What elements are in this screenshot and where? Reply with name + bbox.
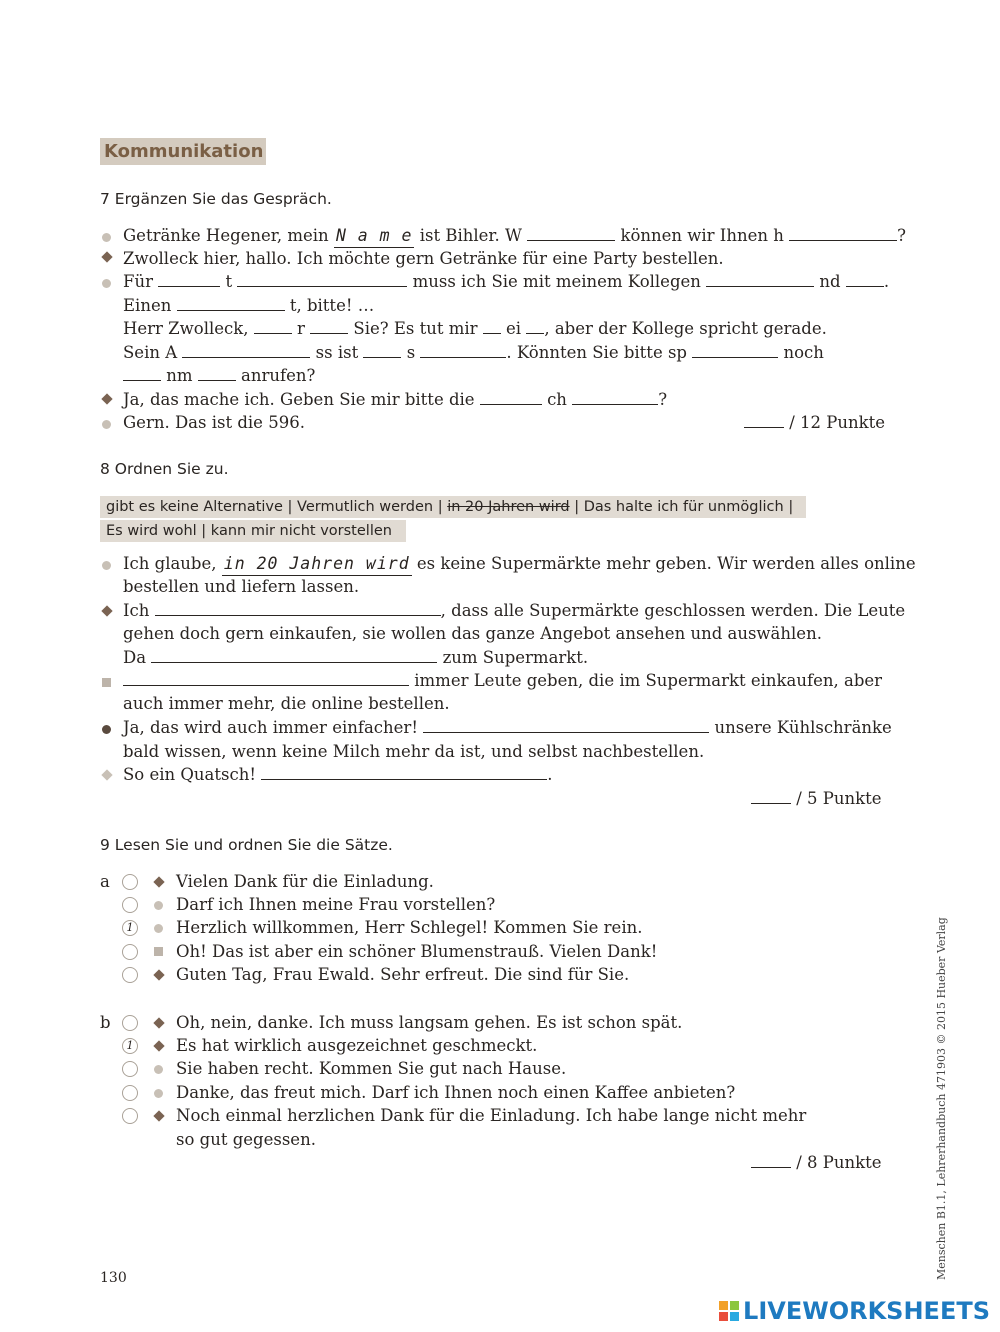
score-field[interactable] [751,1153,791,1168]
separator: | [201,523,207,539]
speaker-a-marker [154,1065,163,1074]
text: Ja, das wird auch immer einfacher! [123,718,418,737]
speaker-a-marker [102,233,111,242]
word-option[interactable]: gibt es keine Alternative [106,499,283,515]
liveworksheets-logo[interactable] [719,1296,990,1326]
sentence-a-3: Herzlich willkommen, Herr Schlegel! Kommen Sie rein. [176,918,643,937]
gap-field[interactable] [789,226,897,241]
speaker-a-marker [102,420,111,429]
copyright-note: Menschen B1.1, Lehrerhandbuch 471903 © 2015 Hueber Verlag [935,917,948,1280]
text: t [225,272,233,291]
text: Herr Zwolleck, [123,319,249,338]
text: ? [658,390,668,409]
gap-field[interactable] [123,366,161,381]
gap-field[interactable] [483,319,501,334]
gap-field[interactable] [692,343,778,358]
task8-line-5 [123,646,588,669]
sentence-a-1: Vielen Dank für die Einladung. [176,872,434,891]
text: können wir Ihnen h [620,226,784,245]
gap-field[interactable] [526,319,544,334]
gap-field[interactable] [158,272,220,287]
task8-score [751,787,882,810]
score-label: / 12 Punkte [789,413,886,432]
speaker-b-marker [101,251,112,262]
speaker-a-marker [154,1089,163,1098]
task7-line-4 [123,294,374,317]
text: Für [123,272,153,291]
order-field[interactable] [122,897,138,913]
gap-field[interactable] [254,319,292,334]
text: . [547,765,553,784]
order-field[interactable] [122,944,138,960]
speaker-a-marker [102,561,111,570]
text: Sie? Es tut mir [353,319,478,338]
text: , aber der Kollege spricht gerade. [544,319,827,338]
text: . [883,272,890,291]
speaker-b-marker [153,1110,164,1121]
task7-score [744,411,885,434]
task8-line-3 [123,599,905,622]
task-9-title: 9 Lesen Sie und ordnen Sie die Sätze. [100,836,393,854]
order-field[interactable]: 1 [122,1038,138,1054]
text: s [406,343,416,362]
sentence-b-1: Oh, nein, danke. Ich muss langsam gehen. Es ist schon spät. [176,1013,683,1032]
text: Ja, das mache ich. Geben Sie mir bitte die [123,390,475,409]
task8-line-1 [123,552,916,576]
text: ist Bihler. W [419,226,522,245]
task8-line-4: gehen doch gern einkaufen, sie wollen das ganze Angebot ansehen und auswählen. [123,624,822,643]
order-field[interactable]: 1 [122,920,138,936]
text: es keine Supermärkte mehr geben. Wir werden alles online [416,554,916,573]
text: muss ich Sie mit meinem Kollegen [412,272,701,291]
text: ch [547,390,567,409]
word-option-used: in 20 Jahren wird [447,499,570,515]
word-option[interactable]: Vermutlich werden [297,499,434,515]
text: zum Supermarkt. [442,648,589,667]
task7-line-3 [123,270,889,293]
task7-line-7 [123,364,315,387]
text: Ich glaube, [123,554,217,573]
sentence-b-3: Sie haben recht. Kommen Sie gut nach Hause. [176,1059,567,1078]
page-number: 130 [100,1270,127,1286]
order-field[interactable] [122,874,138,890]
sentence-b-4: Danke, das freut mich. Darf ich Ihnen noch einen Kaffee anbieten? [176,1083,736,1102]
task8-line-10 [123,763,552,786]
text: immer Leute geben, die im Supermarkt einkaufen, aber [414,671,883,690]
task8-line-8 [123,716,892,739]
gap-field[interactable] [363,343,401,358]
task8-line-9: bald wissen, wenn keine Milch mehr da ist, und selbst nachbestellen. [123,742,705,761]
text: nm [166,366,193,385]
task7-line-6 [123,341,824,364]
text: t, bitte! … [289,296,375,315]
text: ? [897,226,906,245]
gap-field[interactable] [177,296,285,311]
text: anrufen? [241,366,316,385]
brand-name: LIVEWORKSHEETS [743,1297,990,1325]
text: , dass alle Supermärkte geschlossen werden. Die Leute [440,601,906,620]
speaker-c-marker [102,678,111,687]
text: Sein A [123,343,178,362]
text: So ein Quatsch! [123,765,256,784]
task-8-title: 8 Ordnen Sie zu. [100,460,229,478]
order-field[interactable] [122,967,138,983]
text: Getränke Hegener, mein [123,226,329,245]
handwritten-answer[interactable]: N a m e [334,224,415,248]
gap-field[interactable] [123,671,409,686]
sentence-b-5-continued: so gut gegessen. [176,1130,316,1149]
text: . Könnten Sie bitte sp [506,343,687,362]
speaker-b-marker [101,605,112,616]
task7-line-9: Gern. Das ist die 596. [123,413,305,432]
score-field[interactable] [751,789,791,804]
gap-field[interactable] [706,272,814,287]
sentence-a-4: Oh! Das ist aber ein schöner Blumenstrauß. Vielen Dank! [176,942,658,961]
speaker-e-marker [101,769,112,780]
sentence-a-2: Darf ich Ihnen meine Frau vorstellen? [176,895,496,914]
gap-field[interactable] [310,319,348,334]
text: ss ist [315,343,359,362]
separator: | [788,499,794,515]
text: noch [783,343,824,362]
group-a-label: a [100,872,110,891]
speaker-b-marker [153,969,164,980]
order-field[interactable] [122,1085,138,1101]
word-box-line-2 [100,520,406,542]
word-option[interactable]: Es wird wohl [106,523,197,539]
gap-field[interactable] [237,272,407,287]
section-heading: Kommunikation [100,138,266,165]
speaker-b-marker [153,1040,164,1051]
order-field[interactable] [122,1108,138,1124]
word-box-line-1 [100,496,806,518]
gap-field[interactable] [155,601,441,616]
task7-line-5 [123,317,827,340]
separator: | [574,499,580,515]
gap-field[interactable] [480,390,542,405]
text: unsere Kühlschränke [714,718,892,737]
gap-field[interactable] [182,343,310,358]
score-label: / 5 Punkte [796,789,882,808]
task-7-title: 7 Ergänzen Sie das Gespräch. [100,190,332,208]
gap-field[interactable] [151,648,437,663]
task7-line-8 [123,388,667,411]
task8-line-7: auch immer mehr, die online bestellen. [123,694,450,713]
gap-field[interactable] [261,765,547,780]
gap-field[interactable] [423,718,709,733]
text: Ich [123,601,150,620]
task8-line-6 [123,669,882,692]
group-b-label: b [100,1013,111,1032]
task8-line-2: bestellen und liefern lassen. [123,577,360,596]
logo-blocks-icon [719,1301,739,1321]
speaker-b-marker [101,393,112,404]
speaker-b-marker [153,1017,164,1028]
sentence-b-5: Noch einmal herzlichen Dank für die Einladung. Ich habe lange nicht mehr [176,1106,807,1125]
gap-field[interactable] [420,343,506,358]
text: r [297,319,305,338]
separator: | [287,499,293,515]
task9-score [751,1151,882,1174]
speaker-b-marker [153,876,164,887]
order-field[interactable] [122,1015,138,1031]
speaker-a-marker [154,901,163,910]
sentence-a-5: Guten Tag, Frau Ewald. Sehr erfreut. Die sind für Sie. [176,965,630,984]
task7-line-2: Zwolleck hier, hallo. Ich möchte gern Getränke für eine Party bestellen. [123,249,724,268]
text: Da [123,648,147,667]
gap-field[interactable] [572,390,658,405]
gap-field[interactable] [846,272,884,287]
text: Einen [123,296,172,315]
speaker-a-marker [102,279,111,288]
speaker-d-marker [102,725,111,734]
word-option[interactable]: kann mir nicht vorstellen [210,523,392,539]
sentence-b-2: Es hat wirklich ausgezeichnet geschmeckt. [176,1036,538,1055]
text: nd [819,272,841,291]
order-field[interactable] [122,1061,138,1077]
gap-field[interactable] [198,366,236,381]
handwritten-answer[interactable]: in 20 Jahren wird [222,552,412,576]
word-option[interactable]: Das halte ich für unmöglich [583,499,784,515]
score-label: / 8 Punkte [796,1153,882,1172]
text: ei [506,319,522,338]
speaker-c-marker [154,947,163,956]
task7-line-1 [123,224,906,248]
score-field[interactable] [744,413,784,428]
gap-field[interactable] [527,226,615,241]
separator: | [437,499,443,515]
speaker-a-marker [154,924,163,933]
